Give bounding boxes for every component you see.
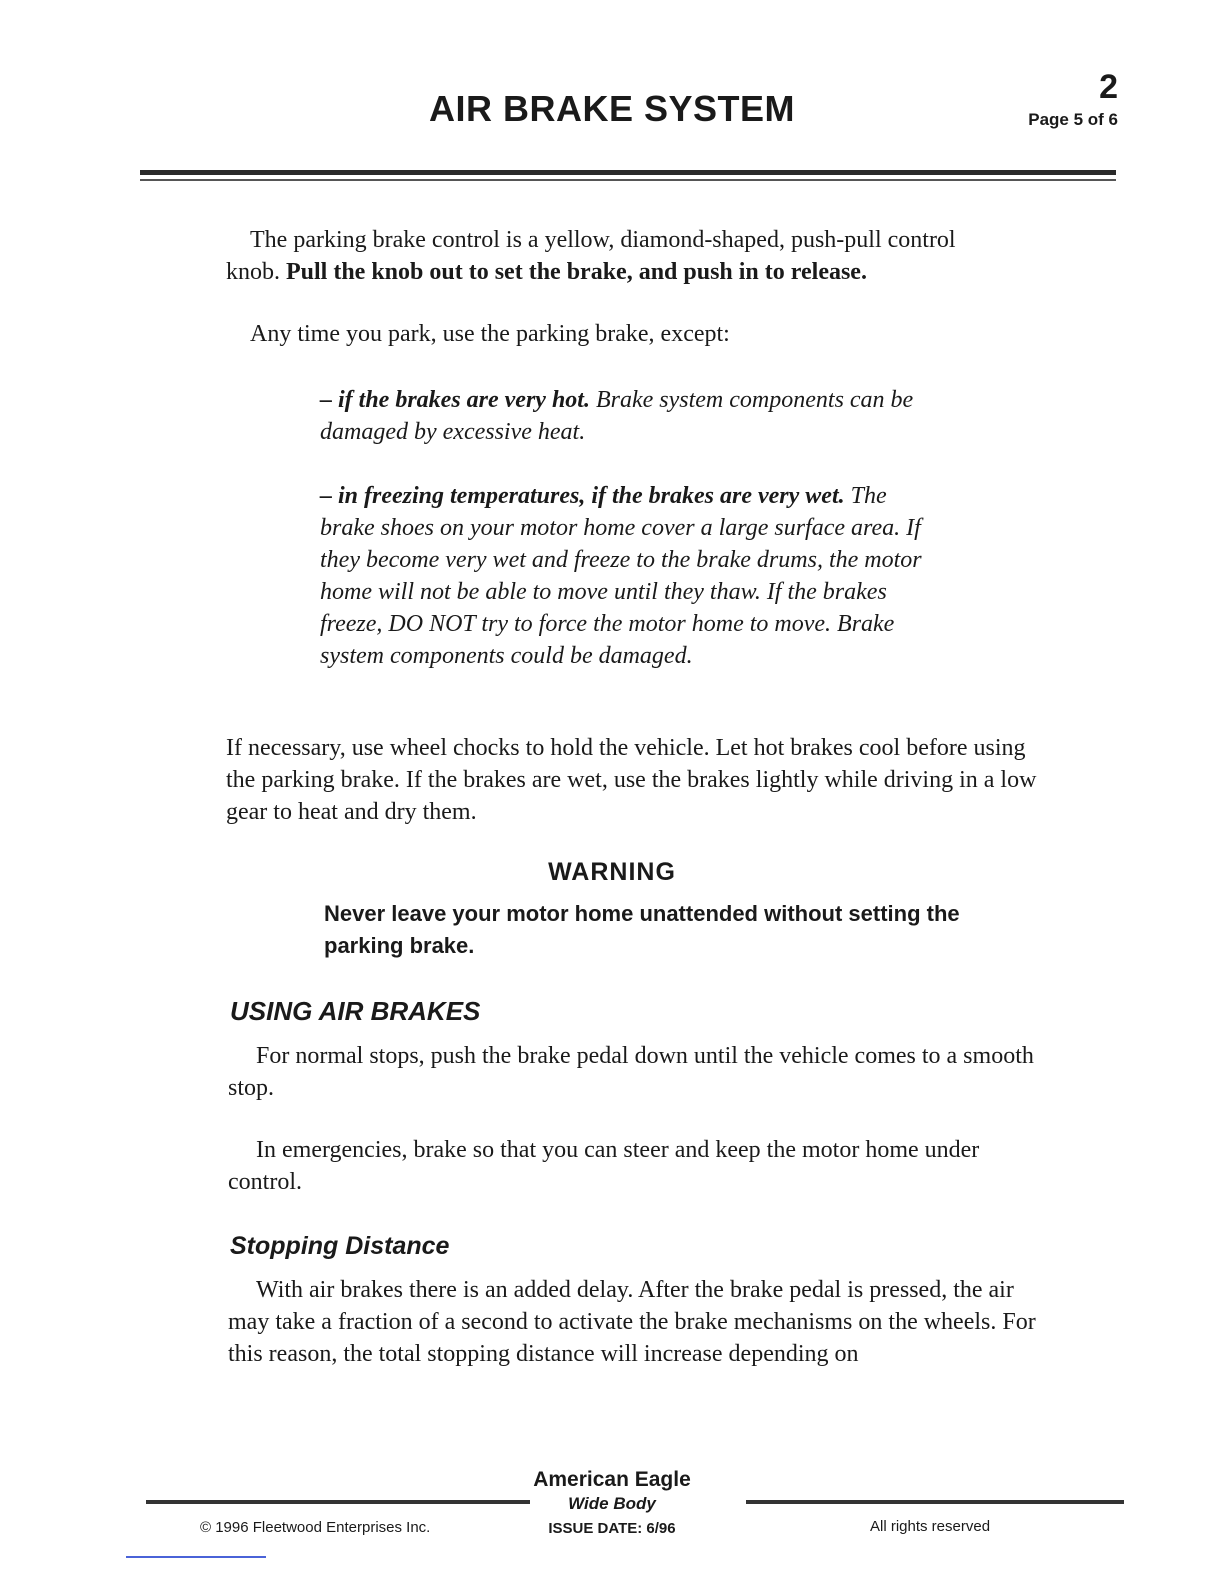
footer-copyright: © 1996 Fleetwood Enterprises Inc. — [200, 1519, 431, 1536]
warning-text: Never leave your motor home unattended without setting the parking brake. — [324, 901, 960, 958]
chocks-paragraph: If necessary, use wheel chocks to hold the vehicle. Let hot brakes cool before using the parking brake. If the brakes are wet, use the brakes lightly while driving in a low gear to heat and dry them. — [226, 735, 1037, 825]
intro-paragraph — [226, 224, 1056, 288]
header-rule-light — [140, 179, 1116, 181]
emergency-paragraph: In emergencies, brake so that you can steer and keep the motor home under control. — [228, 1137, 980, 1195]
footer-rule-right — [746, 1500, 1124, 1504]
section-heading-stopping-distance: Stopping Distance — [230, 1232, 450, 1260]
footer-rule-left — [146, 1500, 530, 1504]
anytime-paragraph: Any time you park, use the parking brake, except: — [250, 321, 730, 347]
intro-bold-instruction: Pull the knob out to set the brake, and push in to release. — [286, 259, 867, 285]
warning-title: WARNING — [548, 858, 676, 886]
scan-edge-line — [126, 1556, 266, 1558]
header-rule-heavy — [140, 170, 1116, 175]
footer-issue-date: ISSUE DATE: 6/96 — [548, 1520, 676, 1537]
footer-model: Wide Body — [568, 1494, 656, 1513]
exception-hot-lead: – if the brakes are very hot. — [320, 387, 590, 413]
exception-freeze-lead: – in freezing temperatures, if the brakes are very wet. — [320, 483, 845, 509]
stopping-distance-paragraph: With air brakes there is an added delay. After the brake pedal is pressed, the air may take a fraction of a second to activate the brake mechanisms on the wheels. For this reason, the total stopping distance will increase depending on — [228, 1277, 1036, 1367]
footer-brand: American Eagle — [533, 1468, 691, 1491]
page-indicator: Page 5 of 6 — [1028, 110, 1118, 129]
exception-freeze — [320, 480, 945, 672]
exception-hot — [320, 384, 920, 448]
footer-rights: All rights reserved — [870, 1518, 991, 1535]
intro-text: The parking brake control is a yellow, diamond-shaped, push-pull control — [250, 227, 956, 253]
page-title: AIR BRAKE SYSTEM — [428, 88, 796, 129]
normal-stops-paragraph: For normal stops, push the brake pedal down until the vehicle comes to a smooth stop. — [228, 1043, 1034, 1101]
exception-freeze-text: The brake shoes on your motor home cover a large surface area. If they become very wet and freeze to the brake drums, the motor home will not be able to move until they thaw. If the brakes freeze, DO NOT try to force the motor home to move. Brake system components could be damaged. — [320, 483, 922, 669]
section-heading-using-air-brakes: USING AIR BRAKES — [230, 996, 481, 1026]
exception-hot-text: Brake system components can be damaged by excessive heat. — [320, 387, 914, 445]
chapter-number: 2 — [1099, 68, 1118, 106]
intro-text-line2: knob. — [226, 259, 286, 285]
